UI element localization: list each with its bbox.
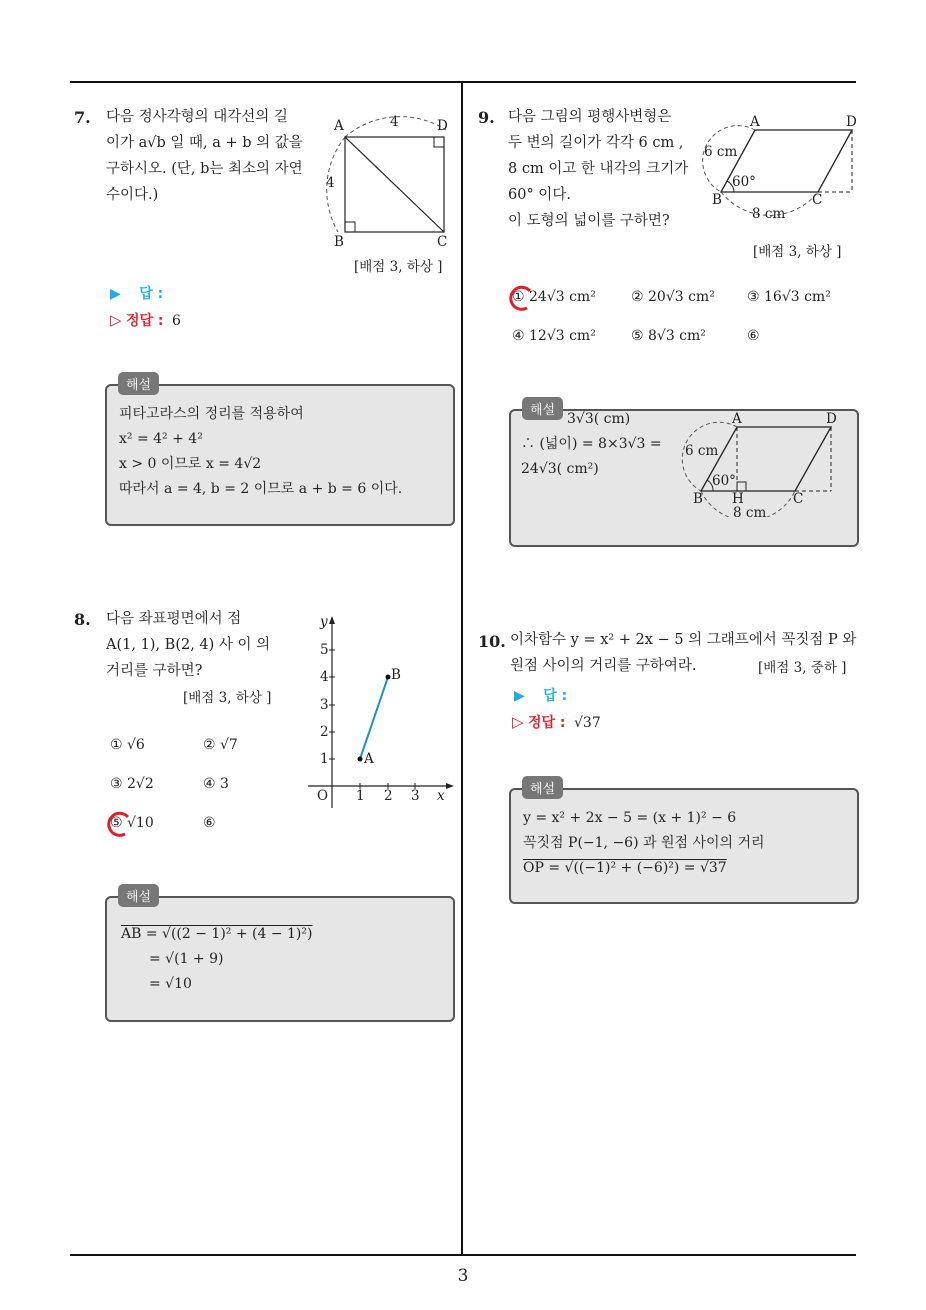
q9-label-A: A <box>750 114 760 130</box>
question-7-number: 7. <box>74 108 91 127</box>
q8-point-A-label: A <box>364 751 374 767</box>
q10-expl-line: y = x² + 2x − 5 = (x + 1)² − 6 <box>523 810 737 826</box>
q7-expl-line: 따라서 a = 4, b = 2 이므로 a + b = 6 이다. <box>119 481 403 497</box>
q8-point-B-label: B <box>391 667 401 683</box>
bottom-rule <box>70 1254 856 1256</box>
q8-explanation-tag: 해설 <box>118 884 159 907</box>
q9-line: 이 도형의 넓이를 구하면? <box>508 213 670 229</box>
q7-explanation-tag: 해설 <box>118 372 159 395</box>
q8-line: 다음 좌표평면에서 점 <box>106 611 242 627</box>
q8-expl-line: = √10 <box>149 976 192 992</box>
q7-correct-label: 정답 : <box>126 313 164 329</box>
q9-explanation-tag: 해설 <box>522 397 563 420</box>
q8-option-1[interactable]: ① √6 <box>110 737 145 753</box>
q8-axis-y: y <box>320 614 328 630</box>
q7-explanation-box <box>105 384 455 526</box>
q9-label-D: D <box>846 114 857 130</box>
play-arrow-icon: ▶ <box>110 286 121 302</box>
q10-expl-text: OP = √((−1)² + (−6)²) = √37 <box>523 860 727 876</box>
q9-label-C: C <box>812 192 823 208</box>
q8-ytick: 5 <box>320 642 329 658</box>
top-rule <box>70 81 856 83</box>
q8-option-6[interactable]: ⑥ <box>203 815 216 831</box>
question-8-number: 8. <box>74 610 91 629</box>
q9-expl-parallelogram-figure <box>681 417 851 517</box>
q8-ytick: 4 <box>320 669 329 685</box>
q9-expl-label-base: 8 cm <box>733 505 767 521</box>
q9-expl-label-A: A <box>732 411 742 427</box>
q7-line: 구하시오. (단, b는 최소의 자연 <box>106 161 303 177</box>
q8-option-3[interactable]: ③ 2√2 <box>110 776 154 792</box>
q7-answer-row <box>110 283 163 303</box>
q7-score: [배점 3, 하상 ] <box>354 259 443 275</box>
q10-line: 이차함수 y = x² + 2x − 5 의 그래프에서 꼭짓점 P 와 <box>510 632 857 648</box>
q8-line: 거리를 구하면? <box>106 663 203 679</box>
q9-label-B: B <box>712 192 722 208</box>
q9-expl-label-side: 6 cm <box>685 443 719 459</box>
question-8-text <box>106 606 296 684</box>
q7-line: 다음 정사각형의 대각선의 길 <box>106 109 288 125</box>
question-9-text <box>508 104 698 234</box>
q8-origin-label: O <box>317 788 329 804</box>
q9-expl-label-angle: 60° <box>712 473 736 489</box>
q10-explanation-tag: 해설 <box>522 776 563 799</box>
q9-option-4[interactable]: ④ 12√3 cm² <box>512 328 596 344</box>
play-arrow-icon: ▶ <box>514 688 525 704</box>
q9-expl-line: 24√3( cm²) <box>521 461 599 477</box>
q8-xtick: 1 <box>356 788 365 804</box>
q7-answer-label: 답 : <box>139 286 164 302</box>
question-10-number: 10. <box>478 632 506 651</box>
q9-selected-circle-icon <box>505 283 535 313</box>
q9-label-base: 8 cm <box>752 206 786 222</box>
q10-explanation-box <box>509 788 859 904</box>
q9-label-side: 6 cm <box>704 144 738 160</box>
q7-line: 이가 a√b 일 때, a + b 의 값을 <box>106 135 303 151</box>
q10-answer-row <box>514 685 567 705</box>
q7-label-D: D <box>437 118 448 134</box>
q8-xtick: 2 <box>384 788 393 804</box>
q8-line: A(1, 1), B(2, 4) 사 이 의 <box>106 637 271 653</box>
q7-correct-row <box>110 310 181 330</box>
outline-arrow-icon: ▷ <box>512 713 524 731</box>
q9-expl-label-H: H <box>732 491 744 507</box>
q8-explanation-box <box>105 896 455 1022</box>
q8-option-2[interactable]: ② √7 <box>203 737 238 753</box>
q8-ytick: 2 <box>320 724 329 740</box>
q8-selected-circle-icon <box>103 809 133 839</box>
q9-option-5[interactable]: ⑤ 8√3 cm² <box>631 328 706 344</box>
q9-option-2[interactable]: ② 20√3 cm² <box>631 289 715 305</box>
q7-line: 수이다.) <box>106 187 159 203</box>
q8-option-5[interactable]: ⑤ √10 <box>110 815 154 831</box>
q9-expl-label-B: B <box>693 491 703 507</box>
q8-expl-text: AB = √((2 − 1)² + (4 − 1)²) <box>121 926 313 942</box>
q7-label-B: B <box>334 234 344 250</box>
outline-arrow-icon: ▷ <box>110 311 122 329</box>
q9-expl-line: 3√3( cm) <box>567 411 631 427</box>
q9-line: 60° 이다. <box>508 187 571 203</box>
q7-correct-value: 6 <box>171 313 181 329</box>
q9-option-1[interactable]: ① 24√3 cm² <box>512 289 596 305</box>
q9-line: 8 cm 이고 한 내각의 크기가 <box>508 161 689 177</box>
q8-option-4[interactable]: ④ 3 <box>203 776 229 792</box>
q10-expl-line: 꼭짓점 P(−1, −6) 과 원점 사이의 거리 <box>523 835 765 851</box>
q8-ytick: 3 <box>320 697 329 713</box>
q10-correct-row <box>512 712 601 732</box>
q7-label-A: A <box>334 118 344 134</box>
question-7-text <box>106 104 316 208</box>
q7-label-top-4: 4 <box>390 114 399 130</box>
q9-explanation-box <box>509 409 859 547</box>
q10-correct-value: √37 <box>573 715 601 731</box>
q8-score: [배점 3, 하상 ] <box>183 690 272 706</box>
question-9-number: 9. <box>478 108 495 127</box>
q8-expl-line: = √(1 + 9) <box>149 951 224 967</box>
q9-score: [배점 3, 하상 ] <box>753 244 842 260</box>
page-number: 3 <box>457 1266 469 1286</box>
q7-expl-line: x² = 4² + 4² <box>119 431 203 447</box>
q8-expl-line <box>121 922 312 947</box>
q10-correct-label: 정답 : <box>528 715 566 731</box>
q10-line: 원점 사이의 거리를 구하여라. <box>510 658 697 674</box>
q7-expl-line: x > 0 이므로 x = 4√2 <box>119 456 262 472</box>
q9-option-3[interactable]: ③ 16√3 cm² <box>747 289 831 305</box>
q7-expl-line: 피타고라스의 정리를 적용하여 <box>119 406 304 422</box>
q7-label-left-4: 4 <box>326 175 335 191</box>
q8-axis-x: x <box>437 788 445 804</box>
q9-option-6[interactable]: ⑥ <box>747 328 760 344</box>
column-divider <box>461 81 463 1256</box>
q9-line: 다음 그림의 평행사변형은 <box>508 109 672 125</box>
q7-label-C: C <box>437 234 448 250</box>
q8-xtick: 3 <box>411 788 420 804</box>
q10-answer-label: 답 : <box>543 688 568 704</box>
q10-score: [배점 3, 중하 ] <box>758 660 847 676</box>
q9-expl-label-C: C <box>793 491 804 507</box>
q9-expl-line: ∴ (넓이) = 8×3√3 = <box>521 436 662 452</box>
q9-label-angle: 60° <box>732 174 756 190</box>
q10-expl-line <box>523 856 765 881</box>
q9-line: 두 변의 길이가 각각 6 cm , <box>508 135 684 151</box>
q8-ytick: 1 <box>320 751 329 767</box>
q9-expl-label-D: D <box>826 411 837 427</box>
